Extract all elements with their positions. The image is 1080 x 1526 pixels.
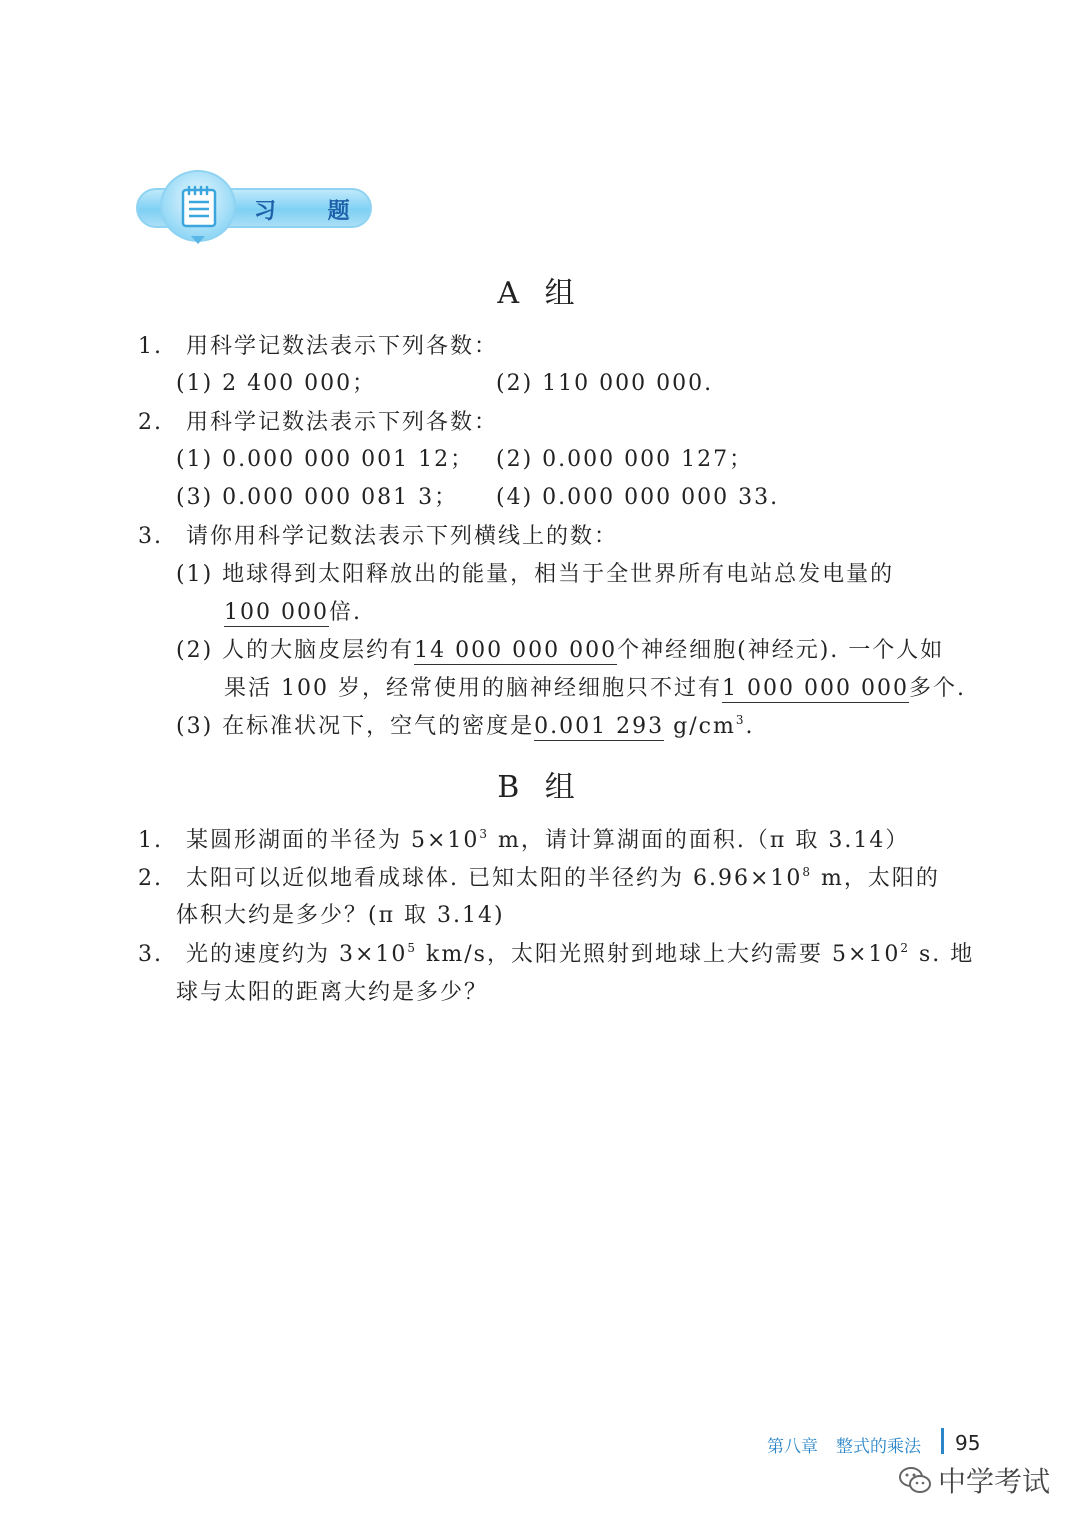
chapter-number: 第八章 [767,1437,818,1457]
question-number: 3. [138,524,163,549]
question-number: 1. [138,334,163,359]
notepad-icon [160,170,236,242]
question-text [186,828,909,853]
a-question-1 [138,332,498,362]
question-number: 3. [138,942,163,967]
question-text: 用科学记数法表示下列各数： [186,334,499,359]
text-part: km/s，太阳光照射到地球上大约需要 5×10 [417,942,901,967]
sub-text: 个神经细胞(神经元). 一个人如 [617,638,945,663]
question-number: 1. [138,828,163,853]
a-q3-sub-1-line-2 [224,598,362,628]
a-q3-sub-2-line-2 [224,674,966,704]
b-question-1 [138,826,909,856]
a-q3-sub-2-line-1 [176,636,944,666]
a-q3-sub-1-line-1: (1) 地球得到太阳释放出的能量，相当于全世界所有电站总发电量的 [176,562,895,587]
sub-text: (2) 人的大脑皮层约有 [176,638,415,663]
underlined-number: 0.001 293 [534,714,665,739]
page-number: 95 [955,1431,981,1455]
sub-text: (3) 在标准状况下，空气的密度是 [176,714,535,739]
watermark-text: 中学考试 [938,1465,1051,1498]
underlined-number: 1 000 000 000 [721,676,909,701]
a-question-2 [138,408,498,438]
a-q3-sub-3 [176,712,754,742]
wechat-icon [898,1465,932,1495]
sub-text: 倍. [328,600,362,625]
question-number: 2. [138,410,163,435]
a-q2-part-3: (3) 0.000 000 081 3； [176,485,459,510]
a-q2-part-2: (2) 0.000 000 127； [496,447,754,472]
footer-divider [941,1428,944,1454]
superscript: 5 [407,941,418,955]
sub-text: 多个. [908,676,966,701]
question-number: 2. [138,866,163,891]
superscript: 3 [735,713,746,727]
question-text [186,866,940,891]
question-text: 请你用科学记数法表示下列横线上的数： [186,524,619,549]
b-question-2 [138,864,940,894]
b-question-2-line-2: 体积大约是多少？(π 取 3.14) [176,903,505,928]
unit-text: g/cm [664,714,736,739]
underlined-number: 100 000 [224,600,329,625]
superscript: 2 [900,941,911,955]
text-part: m，请计算湖面的面积.（π 取 3.14） [489,828,910,853]
group-b-title: B 组 [497,770,583,805]
banner-title: 习 题 [254,199,372,224]
chapter-title: 整式的乘法 [836,1437,921,1457]
text-part: s. 地 [910,942,975,967]
text-part: 光的速度约为 3×10 [186,942,408,967]
a-q2-part-1: (1) 0.000 000 001 12； [176,447,475,472]
banner-arrow [191,236,205,244]
footer-chapter [767,1432,939,1457]
b-question-3-line-2: 球与太阳的距离大约是多少？ [176,980,489,1005]
text-part: 某圆形湖面的半径为 5×10 [186,828,480,853]
exercise-banner [136,170,376,250]
superscript: 8 [802,865,813,879]
a-q1-part-1: (1) 2 400 000； [176,371,377,396]
a-q1-part-2: (2) 110 000 000. [496,371,714,396]
a-question-3 [138,522,618,552]
a-q2-part-4: (4) 0.000 000 000 33. [496,485,780,510]
sub-text: 果活 100 岁，经常使用的脑神经细胞只不过有 [224,676,722,701]
watermark [898,1460,1050,1500]
text-part: 太阳可以近似地看成球体. 已知太阳的半径约为 6.96×10 [186,866,803,891]
superscript: 3 [479,827,490,841]
sub-text: . [745,714,755,739]
question-text: 用科学记数法表示下列各数： [186,410,499,435]
group-a-title: A 组 [497,276,583,311]
question-text [186,942,974,967]
text-part: m，太阳的 [812,866,940,891]
underlined-number: 14 000 000 000 [414,638,618,663]
b-question-3 [138,940,974,970]
